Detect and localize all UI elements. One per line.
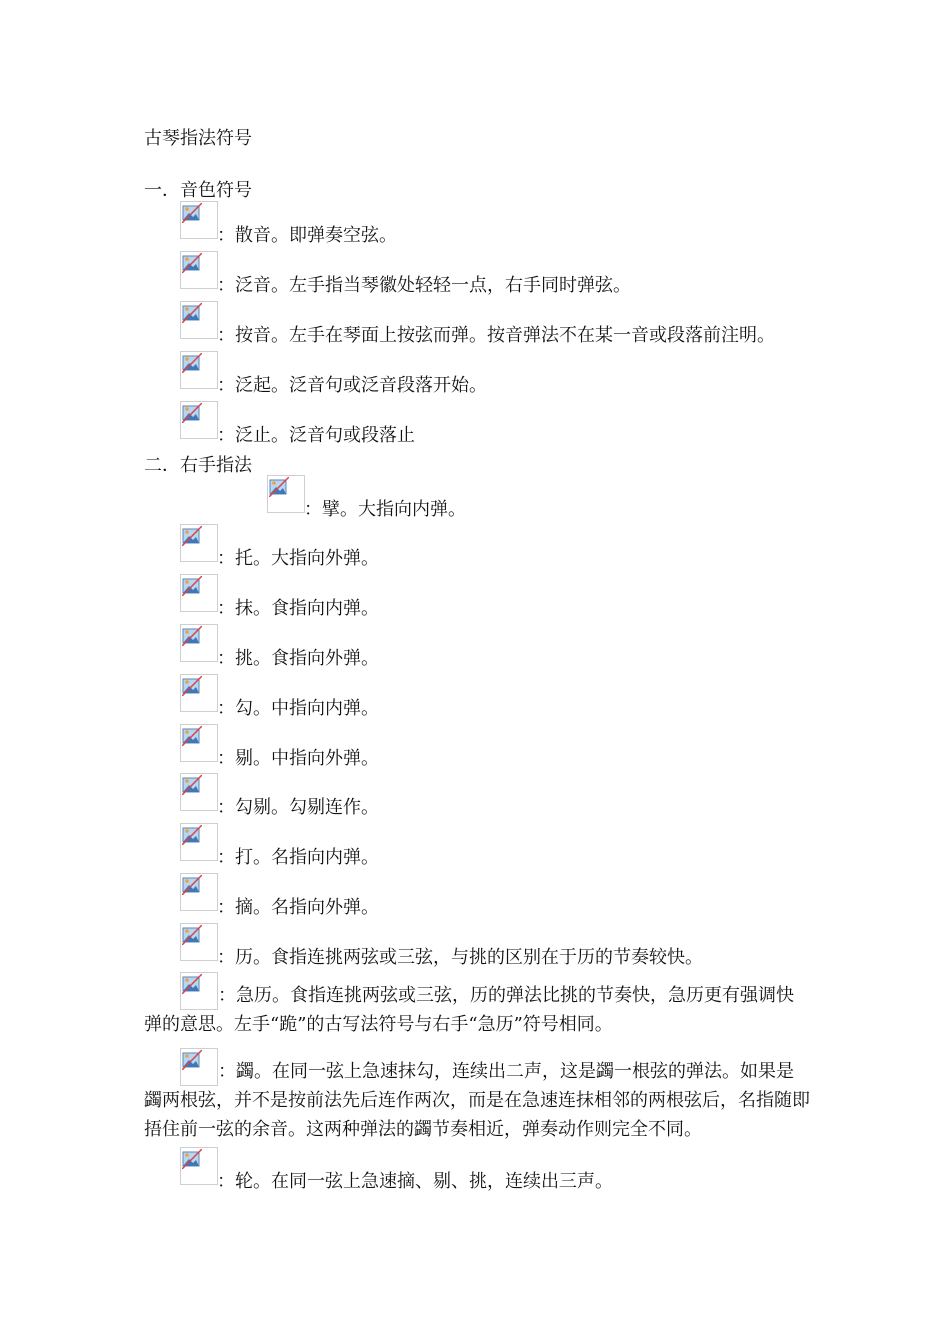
broken-image-icon xyxy=(180,624,218,662)
notation-description: ：散音。即弹奏空弦。 xyxy=(217,225,397,246)
notation-description: ：按音。左手在琴面上按弦而弹。按音弹法不在某一音或段落前注明。 xyxy=(217,325,775,346)
broken-image-icon xyxy=(180,524,218,562)
notation-description: ：泛起。泛音句或泛音段落开始。 xyxy=(217,375,487,396)
broken-image-icon xyxy=(180,201,218,239)
notation-description-continued: 弹的意思。左手“跪”的古写法符号与右手“急历”符号相同。 xyxy=(144,1014,613,1035)
notation-description: ：勾。中指向内弹。 xyxy=(217,698,379,719)
section-heading-right-hand: 二．右手指法 xyxy=(144,455,252,476)
notation-description-first-line: ：急历。食指连挑两弦或三弦，历的弹法比挑的节奏快，急历更有强调快 xyxy=(218,985,794,1006)
broken-image-icon xyxy=(180,1048,218,1086)
broken-image-icon xyxy=(180,873,218,911)
broken-image-icon xyxy=(180,674,218,712)
broken-image-icon xyxy=(267,475,305,513)
broken-image-icon xyxy=(180,823,218,861)
notation-description: ：摘。名指向外弹。 xyxy=(217,897,379,918)
notation-description: ：剔。中指向外弹。 xyxy=(217,748,379,769)
broken-image-icon xyxy=(180,351,218,389)
broken-image-icon xyxy=(180,401,218,439)
notation-description: ：托。大指向外弹。 xyxy=(217,548,379,569)
notation-description: ：打。名指向内弹。 xyxy=(217,847,379,868)
document-title: 古琴指法符号 xyxy=(144,128,252,149)
notation-description: ：历。食指连挑两弦或三弦，与挑的区别在于历的节奏较快。 xyxy=(217,947,703,968)
notation-paragraph xyxy=(144,972,810,1039)
notation-description: ：泛音。左手指当琴徽处轻轻一点，右手同时弹弦。 xyxy=(217,275,631,296)
broken-image-icon xyxy=(180,251,218,289)
broken-image-icon xyxy=(180,1147,218,1185)
broken-image-icon xyxy=(180,724,218,762)
section-heading-timbre: 一．音色符号 xyxy=(144,180,252,201)
notation-description: ：泛止。泛音句或段落止 xyxy=(217,425,415,446)
notation-paragraph xyxy=(144,1048,810,1144)
notation-description-continued: 蠲两根弦，并不是按前法先后连作两次，而是在急速连抹相邻的两根弦后，名指随即捂住前一弦的余音。这两种弹法的蠲节奏相近，弹奏动作则完全不同。 xyxy=(144,1090,810,1140)
notation-description: ：擘。大指向内弹。 xyxy=(304,499,466,520)
broken-image-icon xyxy=(180,773,218,811)
broken-image-icon xyxy=(180,972,218,1010)
broken-image-icon xyxy=(180,301,218,339)
broken-image-icon xyxy=(180,574,218,612)
notation-description: ：挑。食指向外弹。 xyxy=(217,648,379,669)
notation-description-first-line: ：蠲。在同一弦上急速抹勾，连续出二声，这是蠲一根弦的弹法。如果是 xyxy=(218,1061,794,1082)
broken-image-icon xyxy=(180,923,218,961)
notation-description: ：轮。在同一弦上急速摘、剔、挑，连续出三声。 xyxy=(217,1171,613,1192)
notation-description: ：勾剔。勾剔连作。 xyxy=(217,797,379,818)
notation-description: ：抹。食指向内弹。 xyxy=(217,598,379,619)
